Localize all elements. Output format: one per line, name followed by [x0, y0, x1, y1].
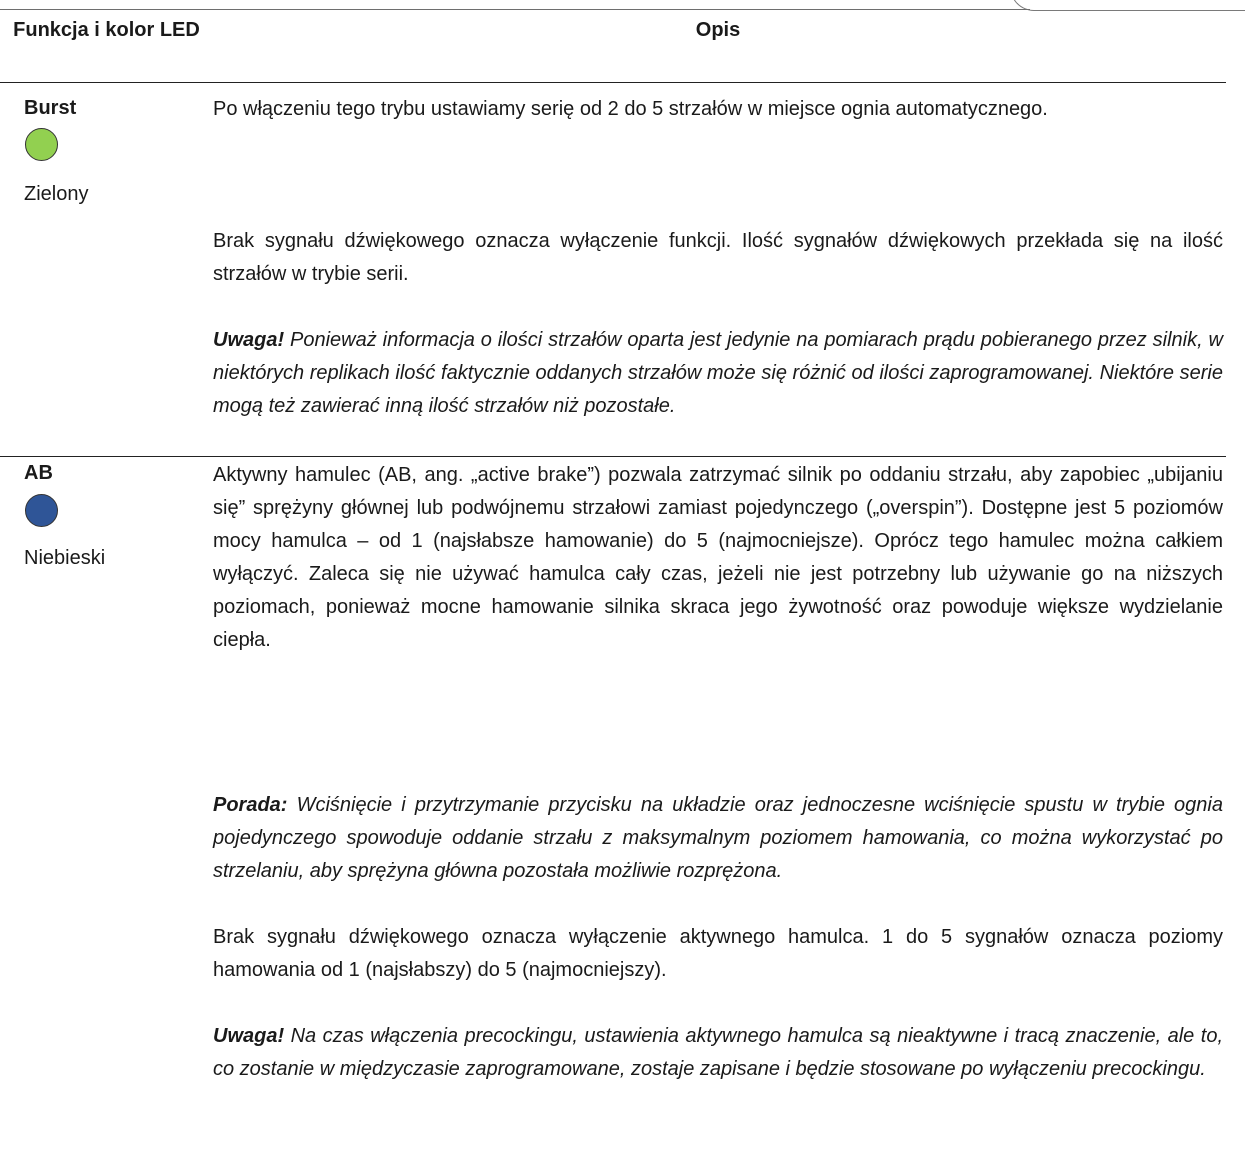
row-divider [0, 456, 1226, 457]
burst-description-p2 [213, 225, 1223, 291]
table-top-border [0, 9, 1030, 10]
led-ab-icon [25, 494, 58, 527]
ab-warning-note [213, 1020, 1223, 1086]
header-description: Opis [695, 19, 741, 41]
ab-tip-note [213, 789, 1223, 888]
burst-warning-note [213, 324, 1223, 423]
ab-description-p3 [213, 921, 1223, 987]
led-color-label-ab: Niebieski [24, 547, 106, 569]
ab-p3-text: Brak sygnału dźwiękowego oznacza wyłączenie aktywnego hamulca. 1 do 5 sygnałów oznacza poziomy hamowania od 1 (najsłabszy) do 5 (najmocniejszy). [213, 926, 1223, 981]
burst-warning-lead: Uwaga! [213, 329, 285, 351]
ab-tip-text: Wciśnięcie i przytrzymanie przycisku na układzie oraz jednoczesne wciśnięcie spustu w trybie ognia pojedynczego spowoduje oddanie strzału z maksymalnym poziomem hamowania, co można wykorzystać po strzelaniu, aby sprężyna główna pozostała możliwie rozprężona. [213, 794, 1223, 882]
page-corner-decoration [1010, 0, 1245, 11]
burst-warning-text: Ponieważ informacja o ilości strzałów oparta jest jedynie na pomiarach prądu pobieranego przez silnik, w niektórych replikach ilość faktycznie oddanych strzałów może się różnić od ilości zaprogramowanej. Niektóre serie mogą też zawierać inną ilość strzałów niż pozostałe. [213, 329, 1223, 417]
ab-p1-text: Aktywny hamulec (AB, ang. „active brake”) pozwala zatrzymać silnik po oddaniu strzału, aby zapobiec „ubijaniu się” sprężyny głównej lub podwójnemu strzałowi zamiast pojedynczego („overspin”). Dostępne jest 5 poziomów mocy hamulca – od 1 (najsłabsze hamowanie) do 5 (najmocniejsze). Oprócz tego hamulec można całkiem wyłączyć. Zaleca się nie używać hamulca cały czas, jeżeli nie jest potrzebny lub używanie go na niższych poziomach, ponieważ mocne hamowanie silnika skraca jego żywotność oraz powoduje większe wydzielanie ciepła. [213, 464, 1223, 651]
function-name-ab: AB [24, 462, 53, 484]
ab-description-p1 [213, 459, 1223, 657]
header-function-color: Funkcja i kolor LED [13, 19, 200, 41]
led-burst-icon [25, 128, 58, 161]
header-divider [0, 82, 1226, 83]
ab-warning-text: Na czas włączenia precockingu, ustawienia aktywnego hamulca są nieaktywne i tracą znaczenie, ale to, co zostanie w międzyczasie zaprogramowane, zostaje zapisane i będzie stosowane po wyłączeniu precockingu. [213, 1025, 1223, 1080]
ab-warning-lead: Uwaga! [213, 1025, 285, 1047]
ab-tip-lead: Porada: [213, 794, 288, 816]
burst-p2-text: Brak sygnału dźwiękowego oznacza wyłączenie funkcji. Ilość sygnałów dźwiękowych przekłada się na ilość strzałów w trybie serii. [213, 230, 1223, 285]
function-name-burst: Burst [24, 97, 77, 119]
burst-description-p1 [213, 93, 1223, 126]
burst-p1-text: Po włączeniu tego trybu ustawiamy serię od 2 do 5 strzałów w miejsce ognia automatycznego. [213, 98, 1048, 120]
led-color-label-burst: Zielony [24, 183, 89, 205]
